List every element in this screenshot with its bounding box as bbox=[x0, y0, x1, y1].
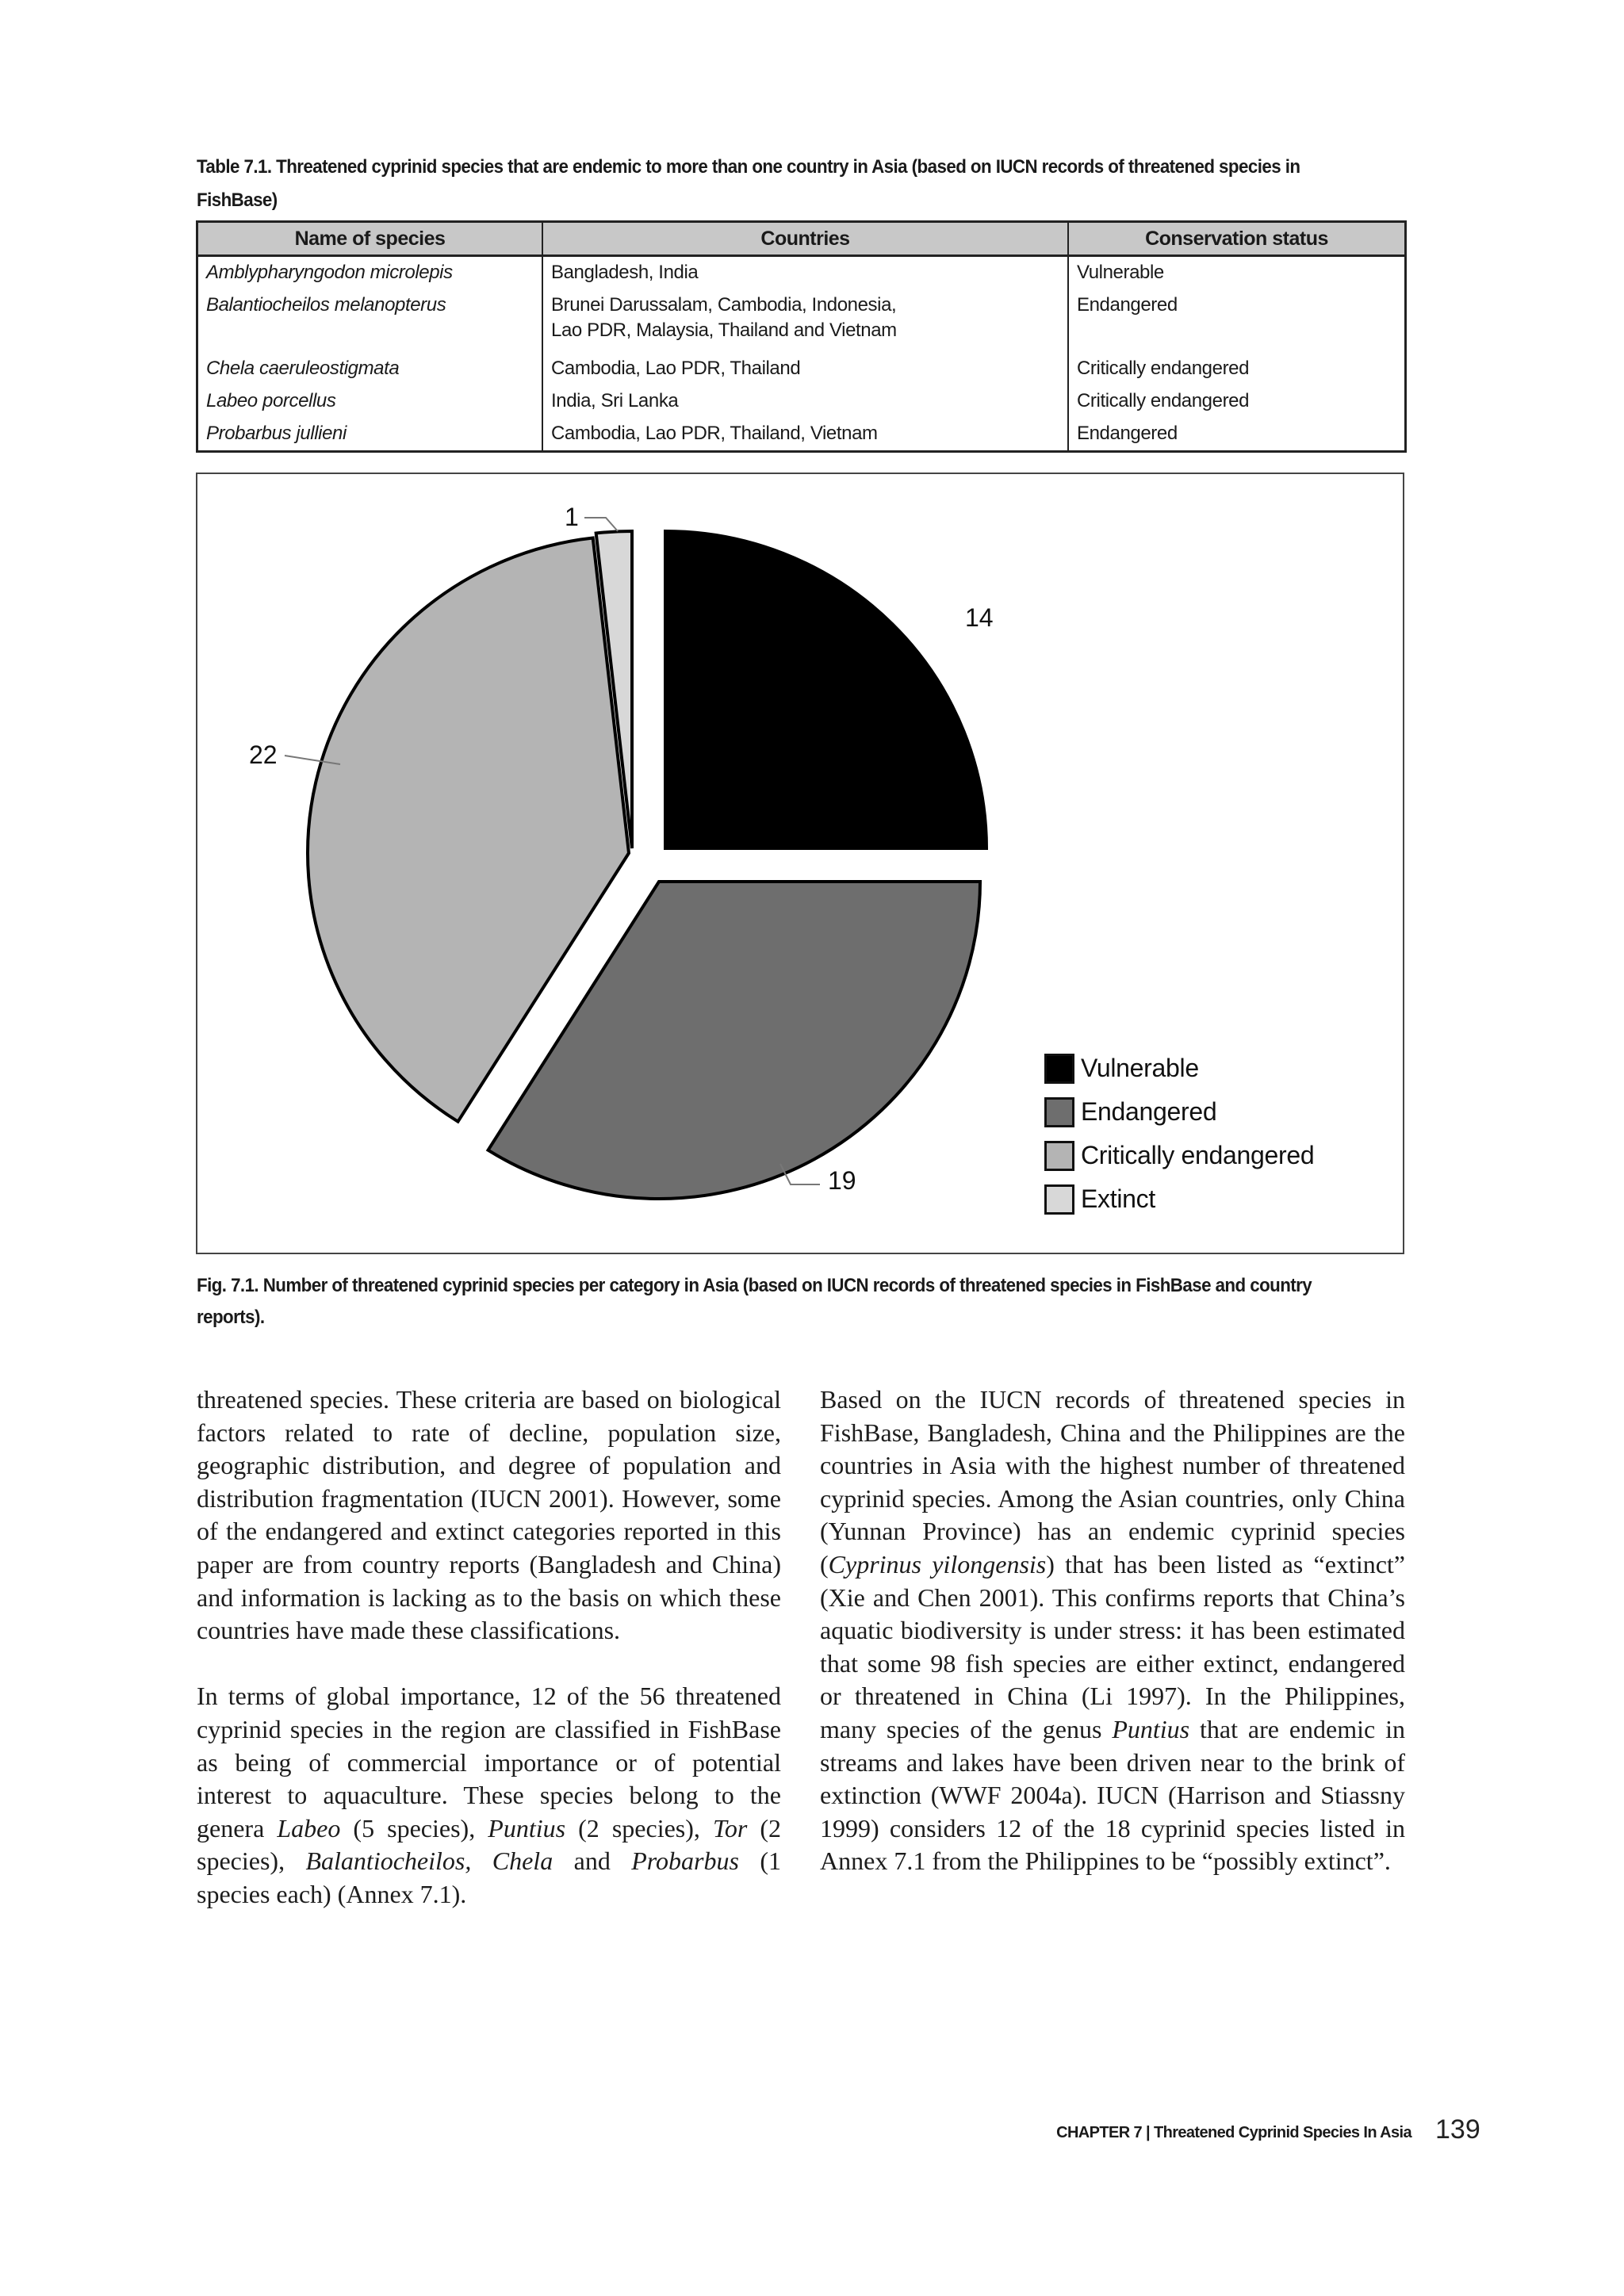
species-name: Probarbus jullieni bbox=[206, 423, 347, 444]
table-row bbox=[197, 385, 1406, 418]
genus-name: Puntius bbox=[1112, 1714, 1190, 1743]
paragraph bbox=[197, 1680, 781, 1911]
legend-swatch-extinct bbox=[1044, 1184, 1074, 1215]
figure-caption: Fig. 7.1. Number of threatened cyprinid species per category in Asia (based on IUCN records of threatened species in FishBase and country reports). bbox=[197, 1275, 1312, 1328]
species-name: Chela caeruleostigmata bbox=[206, 358, 400, 379]
status-cell: Endangered bbox=[1068, 289, 1406, 353]
countries-cell: Bangladesh, India bbox=[542, 256, 1068, 290]
status-cell: Critically endangered bbox=[1068, 353, 1406, 385]
pie-chart-figure bbox=[196, 473, 1404, 1254]
leader-line-extinct bbox=[584, 518, 618, 531]
legend-label: Critically endangered bbox=[1081, 1141, 1315, 1169]
body-column-right bbox=[820, 1383, 1405, 1878]
table-row bbox=[197, 289, 1406, 353]
legend-item-endangered bbox=[1044, 1090, 1314, 1134]
table-row bbox=[197, 256, 1406, 290]
legend-item-vulnerable bbox=[1044, 1047, 1314, 1090]
countries-cell: Cambodia, Lao PDR, Thailand bbox=[542, 353, 1068, 385]
genus-name: Labeo bbox=[277, 1813, 341, 1843]
column-header-status: Conservation status bbox=[1068, 222, 1406, 256]
data-label-endangered: 19 bbox=[828, 1166, 856, 1195]
genus-name: Puntius bbox=[488, 1813, 566, 1843]
pie-slices bbox=[308, 531, 986, 1199]
genus-name: Tor bbox=[713, 1813, 748, 1843]
text-run: In terms of global importance, 12 of the 56 threatened cyprinid species in the region are classified in FishBase as being of commercial importance or of potential interest to aquaculture. These species belong to the genera bbox=[197, 1682, 781, 1843]
text-run: (2 species), bbox=[565, 1813, 713, 1843]
text-run: (1 species each) (Annex 7.1). bbox=[197, 1846, 782, 1908]
text-run: and bbox=[553, 1846, 632, 1876]
legend-label: Extinct bbox=[1081, 1184, 1155, 1213]
column-header-species: Name of species bbox=[197, 222, 543, 256]
body-column-left bbox=[197, 1383, 781, 1911]
species-name: Balantiocheilos melanopterus bbox=[206, 294, 446, 316]
legend-swatch-endangered bbox=[1044, 1097, 1074, 1127]
chart-legend bbox=[1044, 1047, 1314, 1221]
species-name: Amblypharyngodon microlepis bbox=[206, 262, 453, 283]
column-header-countries: Countries bbox=[542, 222, 1068, 256]
table-row bbox=[197, 353, 1406, 385]
genus-name: Balantiocheilos, Chela bbox=[305, 1846, 553, 1876]
page-number: 139 bbox=[1435, 2114, 1480, 2145]
pie-slice-vulnerable bbox=[665, 531, 986, 848]
status-cell: Vulnerable bbox=[1068, 256, 1406, 290]
genus-name: Probarbus bbox=[631, 1846, 739, 1876]
status-cell: Critically endangered bbox=[1068, 385, 1406, 418]
data-label-vulnerable: 14 bbox=[965, 603, 994, 632]
species-table bbox=[196, 220, 1407, 453]
text-run: ) that has been listed as “extinct” (Xie and Chen 2001). This confirms reports that China’s aquatic biodiversity is under stress: it has been estimated that some 98 fish species are either extinct, endangered or threatened in China (Li 1997). In the Philippines, many species of the genus bbox=[820, 1549, 1406, 1743]
text-run: (5 species), bbox=[340, 1813, 488, 1843]
paragraph bbox=[820, 1383, 1405, 1878]
legend-swatch-vulnerable bbox=[1044, 1054, 1074, 1084]
table-header-row bbox=[197, 222, 1406, 256]
countries-cell bbox=[542, 289, 1068, 353]
text-run: Based on the IUCN records of threatened species in FishBase, Bangladesh, China and the Philippines are the countries in Asia with the highest number of threatened cyprinid species. Among the Asian countries, only China (Yunnan Province) has an endemic cyprinid species ( bbox=[820, 1385, 1405, 1578]
text-run: (2 species), bbox=[197, 1813, 782, 1876]
legend-item-extinct bbox=[1044, 1177, 1314, 1221]
species-name: Cyprinus yilongensis bbox=[828, 1549, 1047, 1578]
countries-cell: India, Sri Lanka bbox=[542, 385, 1068, 418]
table-row bbox=[197, 418, 1406, 452]
data-label-extinct: 1 bbox=[565, 503, 579, 531]
running-footer: CHAPTER 7 | Threatened Cyprinid Species In Asia bbox=[1056, 2124, 1411, 2141]
status-cell: Endangered bbox=[1068, 418, 1406, 452]
paragraph: threatened species. These criteria are based on biological factors related to rate of decline, population size, geographic distribution, and degree of population and distribution fragmentation (IUCN 2001). However, some of the endangered and extinct categories reported in this paper are from country reports (Bangladesh and China) and information is lacking as to the basis on which these countries have made these classifications. bbox=[197, 1385, 781, 1645]
countries-cell: Cambodia, Lao PDR, Thailand, Vietnam bbox=[542, 418, 1068, 452]
countries-line: Lao PDR, Malaysia, Thailand and Vietnam bbox=[551, 320, 897, 341]
legend-swatch-critically-endangered bbox=[1044, 1141, 1074, 1171]
species-name: Labeo porcellus bbox=[206, 390, 336, 411]
table-title: Table 7.1. Threatened cyprinid species that are endemic to more than one country in Asia (based on IUCN records of threatened species in FishBase) bbox=[197, 156, 1300, 211]
data-label-critically-endangered: 22 bbox=[249, 740, 278, 769]
countries-line: Brunei Darussalam, Cambodia, Indonesia, bbox=[551, 294, 897, 316]
legend-item-critically-endangered bbox=[1044, 1134, 1314, 1177]
text-run: that are endemic in streams and lakes have been driven near to the brink of extinction (WWF 2004a). IUCN (Harrison and Stiassny 1999) considers 12 of the 18 cyprinid species listed in Annex 7.1 from the Philippines to be “possibly extinct”. bbox=[820, 1714, 1406, 1876]
legend-label: Endangered bbox=[1081, 1097, 1217, 1126]
legend-label: Vulnerable bbox=[1081, 1054, 1199, 1082]
